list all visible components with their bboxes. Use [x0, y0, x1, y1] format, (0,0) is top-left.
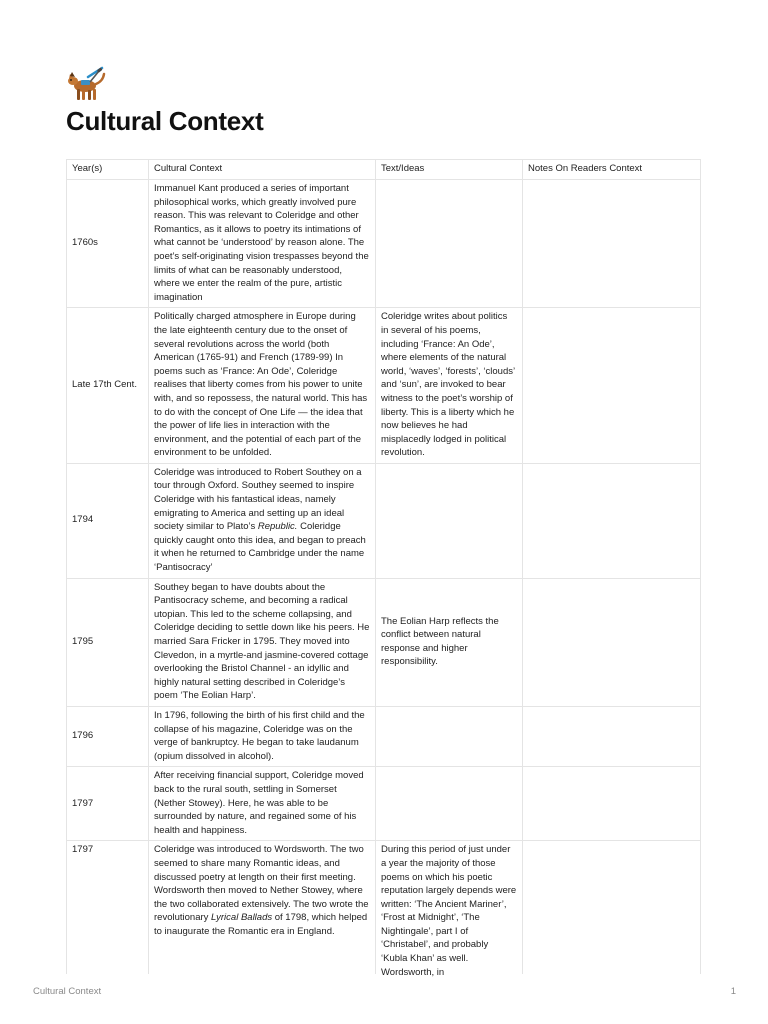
year-cell: 1794 — [67, 463, 149, 578]
table-row — [67, 841, 701, 975]
notes-cell — [523, 308, 701, 464]
notes-cell — [523, 706, 701, 766]
notes-cell — [523, 841, 701, 975]
year-cell: 1797 — [67, 767, 149, 841]
year-cell: 1797 — [67, 841, 149, 975]
year-cell: 1795 — [67, 578, 149, 706]
table-row — [67, 706, 701, 766]
book-title-lyrical-ballads: Lyrical Ballads — [211, 912, 273, 924]
context-text: Coleridge quickly caught onto this idea, and began to preach it when he returned to Cambridge under the name ‘Pantisocracy’ — [154, 521, 366, 574]
context-text: Coleridge was introduced to Wordsworth. The two seemed to share many Romantic ideas, and discussed poetry at length on their first meeting. Wordsworth then moved to Nether Stowey, where the two collaborated extensively. The two wrote the revolutionary — [154, 844, 369, 924]
table-header-row — [67, 160, 701, 180]
year-cell: 1760s — [67, 180, 149, 308]
column-header-context: Cultural Context — [149, 160, 376, 180]
footer-document-title: Cultural Context — [33, 986, 102, 997]
context-cell: Politically charged atmosphere in Europe during the late eighteenth century due to the onset of several revolutions across the world (both American (1765-91) and French (1789-99) In poems such as ‘France: An Ode’, Coleridge realises that liberty comes from his power to unite with, and so repossess, the natural world. This has to do with the concept of One Life — the idea that the power of life lies in interaction with the environment, and the potential of each part of the environment to be unfolded. — [149, 308, 376, 464]
year-cell: Late 17th Cent. — [67, 308, 149, 464]
table-row — [67, 308, 701, 464]
notes-cell — [523, 463, 701, 578]
year-cell: 1796 — [67, 706, 149, 766]
context-text: Coleridge was introduced to Robert Southey on a tour through Oxford. Southey seemed to inspire Coleridge with his fantastical ideas, namely emigrating to America and setting up an ideal society similar to Plato’s — [154, 466, 362, 533]
ideas-text: During this period of just under a year the majority of those poems on which his poetic reputation largely depends were written: ‘The Ancient Mariner’, ‘Frost at Midnight’, ‘The Nightingale’, part I of ‘Christabel’, and probably ‘Kubla Khan’ as well. Wordsworth, in — [381, 844, 517, 978]
ideas-cell — [376, 180, 523, 308]
ideas-cell — [376, 706, 523, 766]
ideas-cell: Coleridge writes about politics in several of his poems, including ‘France: An Ode’, where elements of the natural world, ‘waves’, ‘forests’, ‘clouds’ and ‘sun’, are invoked to bear witness to the poet’s worship of liberty. This is a liberty which he now believes he had misplacedly lodged in political revolution. — [376, 308, 523, 464]
context-text: of 1798, which helped to inaugurate the Romantic era in England. — [154, 912, 368, 937]
ideas-cell — [376, 463, 523, 578]
context-cell: After receiving financial support, Coleridge moved back to the rural south, settling in Somerset (Nether Stowey). Here, he was able to be surrounded by nature, and regained some of his health and happiness. — [149, 767, 376, 841]
ideas-cell: The Eolian Harp reflects the conflict between natural response and higher responsibility. — [376, 578, 523, 706]
table-row — [67, 578, 701, 706]
footer-page-number: 1 — [730, 986, 736, 997]
context-cell: Immanuel Kant produced a series of important philosophical works, which greatly involved pure reason. This was relevant to Coleridge and other Romantics, as it allows to poetry its intimations of what cannot be ‘understood’ by reason alone. The poet’s self-originating vision trespasses beyond the limits of what can be reasonably understood, where we enter the realm of the pure, artistic imagination — [149, 180, 376, 308]
page-title: Cultural Context — [66, 106, 264, 136]
context-cell: In 1796, following the birth of his first child and the collapse of his magazine, Coleridge was on the verge of bankruptcy. He began to take laudanum (opium dissolved in alcohol). — [149, 706, 376, 766]
service-dog-icon — [66, 66, 108, 102]
table-row — [67, 180, 701, 308]
context-cell — [149, 463, 376, 578]
cultural-context-table — [66, 159, 701, 978]
notes-cell — [523, 180, 701, 308]
table-row — [67, 463, 701, 578]
context-cell: Southey began to have doubts about the Pantisocracy scheme, and becoming a radical utopian. This led to the scheme collapsing, and Coleridge deciding to settle down like his peers. He married Sara Fricker in 1795. They moved into Clevedon, in a myrtle-and jasmine-covered cottage overlooking the Bristol Channel - an idyllic and highly natural setting described in Coleridge’s poem ‘The Eolian Harp’. — [149, 578, 376, 706]
column-header-notes: Notes On Readers Context — [523, 160, 701, 180]
column-header-ideas: Text/Ideas — [376, 160, 523, 180]
book-title-republic: Republic. — [257, 521, 298, 533]
table-row — [67, 767, 701, 841]
notes-cell — [523, 767, 701, 841]
ideas-cell — [376, 767, 523, 841]
context-cell — [149, 841, 376, 975]
column-header-year: Year(s) — [67, 160, 149, 180]
notes-cell — [523, 578, 701, 706]
ideas-cell — [376, 841, 523, 978]
